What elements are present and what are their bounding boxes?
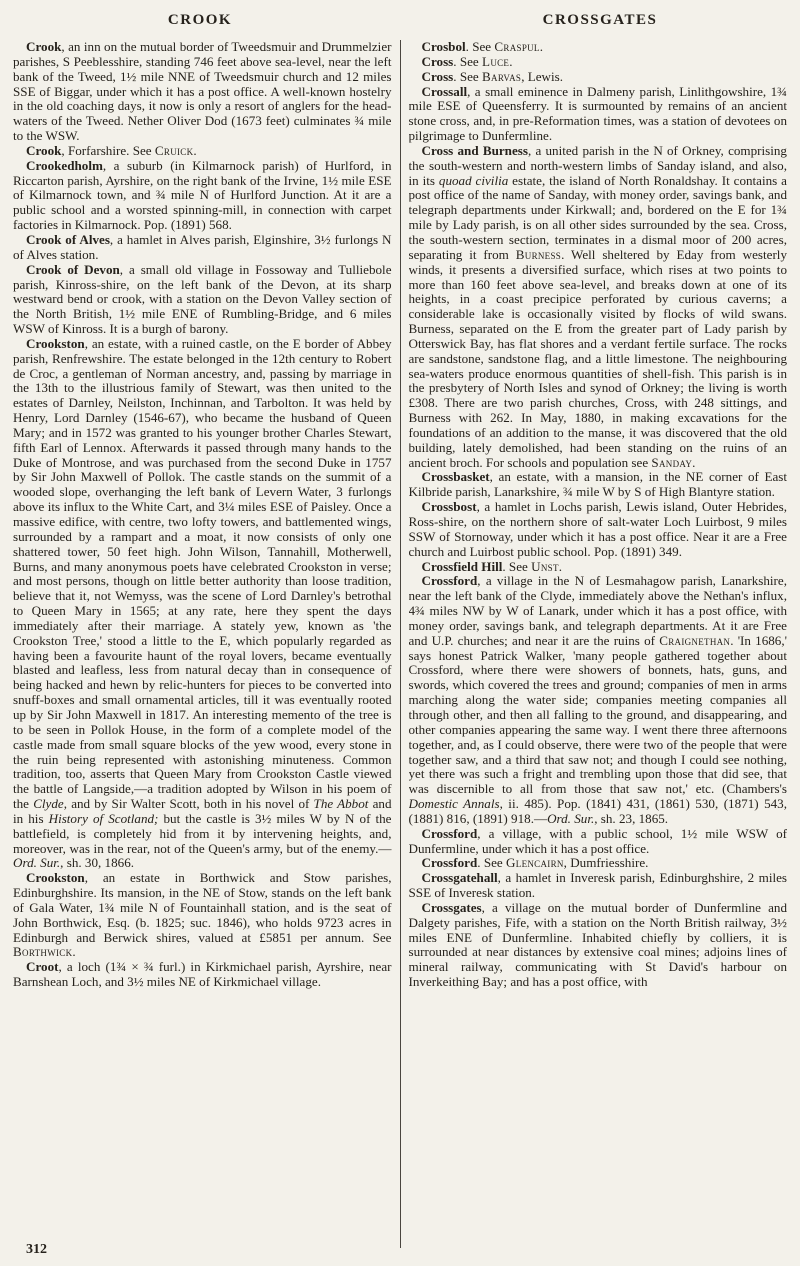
- entry-term: Crossall: [421, 83, 468, 99]
- gazetteer-entry: Crossford, a village, with a public school, 1½ mile WSW of Dunfermline, under which it has a post office.: [408, 825, 787, 856]
- entry-term: Crossfield Hill: [421, 558, 503, 574]
- entry-term: Crossgates: [421, 899, 482, 915]
- running-head-left: CROOK: [167, 12, 233, 28]
- entry-term: Croot: [26, 959, 59, 975]
- text-columns: [0, 40, 800, 1248]
- entry-term: Crossbasket: [421, 469, 490, 485]
- entry-term: Crook: [26, 142, 62, 158]
- entry-term: Crookston: [26, 335, 85, 351]
- gazetteer-entry: Crook, an inn on the mutual border of Tweedsmuir and Drummelzier parishes, S Peeblesshire, standing 746 feet above sea-level, near the left bank of the Tweed, 1½ mile NNE of Tweedsmuir church and 12 miles SSE of Biggar, under which it has a post office. A well-known hostelry in the old coaching days, it now is only a resort of anglers for the head-waters of the Tweed. Nether Oliver Dod (1673 feet) culminates ¾ mile to the WSW.: [13, 40, 392, 144]
- entry-term: Crosbol: [421, 40, 466, 54]
- gazetteer-entry: Cross. See Barvas, Lewis.: [421, 68, 564, 84]
- right-column: [409, 40, 788, 1240]
- gazetteer-entry: Croot, a loch (1¾ × ¾ furl.) in Kirkmichael parish, Ayrshire, near Barnshean Loch, and 3½ miles NE of Kirkmichael village.: [13, 959, 392, 990]
- entry-term: Crookston: [26, 870, 85, 886]
- entry-term: Crossford: [421, 573, 478, 589]
- gazetteer-entry: Crook of Alves, a hamlet in Alves parish, Elginshire, 3½ furlongs N of Alves station.: [13, 231, 392, 262]
- entry-term: Crook: [26, 40, 62, 54]
- gazetteer-entry: Crossgatehall, a hamlet in Inveresk parish, Edinburghshire, 2 miles SSE of Inveresk station.: [408, 870, 787, 901]
- left-column: [13, 40, 392, 1240]
- entry-term: Cross and Burness: [421, 142, 528, 158]
- column-rule: [400, 40, 401, 1248]
- gazetteer-entry: Crosbol. See Craspul.: [421, 40, 543, 54]
- gazetteer-entry: Crossbost, a hamlet in Lochs parish, Lewis island, Outer Hebrides, Ross-shire, on the northern shore of salt-water Loch Luirbost, 9 miles SSW of Stornoway, under which it has a post office. Near it are a Free church and Luirbost public school. Pop. (1891) 349.: [408, 499, 787, 559]
- entry-term: Crook of Alves: [26, 231, 110, 247]
- entry-term: Crossford: [421, 825, 478, 841]
- running-head-right: CROSSGATES: [542, 12, 658, 28]
- gazetteer-entry: Crookston, an estate in Borthwick and Stow parishes, Edinburghshire. Its mansion, in the NE of Stow, stands on the left bank of Gala Water, 1¾ mile N of Fountainhall station, and is the seat of John Borthwick, Esq. (b. 1825; suc. 1846), who holds 9723 acres in Edinburgh and Berwick shires, valued at £5851 per annum. See Borthwick.: [13, 870, 392, 960]
- entry-term: Crossbost: [421, 499, 477, 515]
- entry-term: Cross: [421, 53, 454, 69]
- entry-term: Crookedholm: [26, 157, 103, 173]
- entry-term: Crossgatehall: [421, 870, 498, 886]
- gazetteer-entry: Crossbasket, an estate, with a mansion, in the NE corner of East Kilbride parish, Lanarkshire, ¾ mile W by S of High Blantyre station.: [408, 469, 787, 500]
- gazetteer-entry: Cross. See Luce.: [421, 53, 513, 69]
- entry-term: Crossford: [421, 855, 478, 871]
- gazetteer-entry: Crookston, an estate, with a ruined castle, on the E border of Abbey parish, Renfrewshire. The estate belonged in the 12th century to Robert de Croc, a gentleman of Norman ancestry, and, passing by marriage in the 13th to the illustrious family of Stewart, was then united to the estates of Darnley, Neilston, Inchinnan, and Tarbolton. It was held by Henry, Lord Darnley (1546-67), who became the husband of Queen Mary; and in 1572 was granted to his younger brother Charles Stewart, fifth Earl of Lennox. Afterwards it passed through many hands to the Duke of Montrose, and was purchased from the second Duke in 1757 by Sir John Maxwell of Pollok. The castle stands on the summit of a wooded slope, overhanging the left bank of Levern Water, 3 furlongs above its influx to the White Cart, and 3¼ miles ESE of Paisley. Once a massive edifice, with centre, two lofty towers, and battlemented wings, surrounded by a rampart and a moat, it now consists of only one shattered tower, 50 feet high. John Wilson, Tannahill, Motherwell, Burns, and many anonymous poets have celebrated Crookston in verse; and most persons, though on little better authority than loose tradition, believe that it, not Wemyss, was the scene of Lord Darnley's betrothal to Queen Mary in 1565; at any rate, here they spent the days immediately after their marriage. A stately yew, known as 'the Crookston Tree,' stood a little to the E, which popularly regarded as having been a favourite haunt of the royal lovers, became eventually blasted and leafless, less from natural decay than in consequence of being hacked and hewn by relic-hunters for pieces to be converted into snuff-boxes and small ornamental articles, till it was eventually rooted up by Sir John Maxwell in 1817. An interesting memento of the tree is to be seen in Pollok House, in the form of a complete model of the castle made from small square blocks of the yew wood, every stone in the ruin being represented with astonishing minuteness. Common tradition, too, asserts that Queen Mary from Crookston Castle viewed the battle of Langside,—a tradition adopted by Wilson in his poem of the Clyde, and by Sir Walter Scott, both in his novel of The Abbot and in his History of Scotland; but the castle is 3½ miles W by N of the battlefield, is completely hid from it by intervening heights, and, moreover, was in the rear, not of the Queen's army, but of the enemy.—Ord. Sur., sh. 30, 1866.: [13, 335, 392, 871]
- running-heads: [0, 0, 800, 29]
- gazetteer-entry: Crossall, a small eminence in Dalmeny parish, Linlithgowshire, 1¾ mile ESE of Queensferry. It is surmounted by remains of an ancient stone cross, and, in pre-Reformation times, was a station of devotees on pilgrimage to Dunfermline.: [408, 83, 787, 144]
- gazetteer-entry: Crookedholm, a suburb (in Kilmarnock parish) of Hurlford, in Riccarton parish, Ayrshire, on the right bank of the Irvine, 1½ mile ESE of Kilmarnock town, and ¾ mile N of Hurlford Junction. At it are a public school and a worsted spinning-mill, in connection with carpet factories in Kilmarnock. Pop. (1891) 568.: [13, 157, 392, 233]
- gazetteer-entry: Crossford. See Glencairn, Dumfriesshire.: [421, 855, 649, 871]
- gazetteer-entry: Crook, Forfarshire. See Cruick.: [26, 142, 197, 158]
- page-number: 312: [26, 1242, 47, 1257]
- gazetteer-entry: Crossfield Hill. See Unst.: [421, 558, 563, 574]
- entry-term: Crook of Devon: [26, 261, 120, 277]
- gazetteer-entry: Crossgates, a village on the mutual border of Dunfermline and Dalgety parishes, Fife, with a station on the North British railway, 3½ miles ENE of Dunfermline. Inhabited chiefly by colliers, it is surrounded at near distances by extensive coal mines; adjoins lines of mineral railway, communicating with St David's harbour on Inverkeithing Bay; and has a post office, with: [408, 899, 787, 990]
- gazetteer-entry: Crook of Devon, a small old village in Fossoway and Tulliebole parish, Kinross-shire, on the left bank of the Devon, at its sharp westward bend or crook, with a station on the Devon Valley section of the North British, 1½ mile ENE of Rumbling-Bridge, and 6 miles WSW of Kinross. It is a burgh of barony.: [13, 261, 392, 337]
- gazetteer-entry: Cross and Burness, a united parish in the N of Orkney, comprising the south-western and north-western limbs of Sanday island, and also, in its quoad civilia estate, the island of North Ronaldshay. It contains a post office of the name of Sanday, with money order, savings bank, and telegraph departments under Kirkwall; and, bordered on the E for 1¾ mile by Lady parish, is on all other sides surrounded by the sea. Cross, the south-western section, terminates in a dismal moor of 200 acres, separating it from Burness. Well sheltered by Eday from westerly winds, it presents a diversified surface, which rises at two points to more than 160 feet above sea-level, and breaks down at one of its heights, in a coast precipice perforated by curious caverns; a considerable lake is occasionally visited by flocks of wild swans. Burness, separated on the E from the greater part of Lady parish by Otterswick Bay, has flat shores and a verdant fertile surface. The rocks are sandstone, sandstone flag, and a little limestone. The neighbouring sea-waters produce enormous quantities of shell-fish. This parish is in the presbytery of North Isles and synod of Orkney; the living is worth £308. There are two parish churches, Cross, with 248 sittings, and Burness with 262. In May, 1880, in making excavations for the foundations of an addition to the manse, it was discovered that the old building, lately demolished, had been standing on the ruins of an ancient broch. For schools and population see Sanday.: [408, 142, 787, 470]
- gazetteer-entry: Crossford, a village in the N of Lesmahagow parish, Lanarkshire, near the left bank of the Clyde, immediately above the Nethan's influx, 4¾ miles NW by W of Lanark, under which it has a post office, with money order, savings bank, and telegraph departments. At it are Free and U.P. churches; and near it are the ruins of Craignethan. 'In 1686,' says honest Patrick Walker, 'many people gathered together about Crossford, where there were showers of bonnets, hats, guns, and swords, which covered the trees and ground; companies of men in arms marching along the water side; companies meeting companies all through other, and then all falling to the ground, and disappearing, and other companies appearing the same way. I went there three afternoons together, and, as I could observe, there were two of the people that were together saw, and a third that saw not; and though I could see nothing, yet there was such a fright and trembling upon those that did see, that was discernible to all from those that saw not,' etc. (Chambers's Domestic Annals, ii. 485). Pop. (1841) 431, (1861) 530, (1871) 543, (1881) 816, (1891) 918.—Ord. Sur., sh. 23, 1865.: [408, 573, 787, 826]
- entry-term: Cross: [421, 68, 454, 84]
